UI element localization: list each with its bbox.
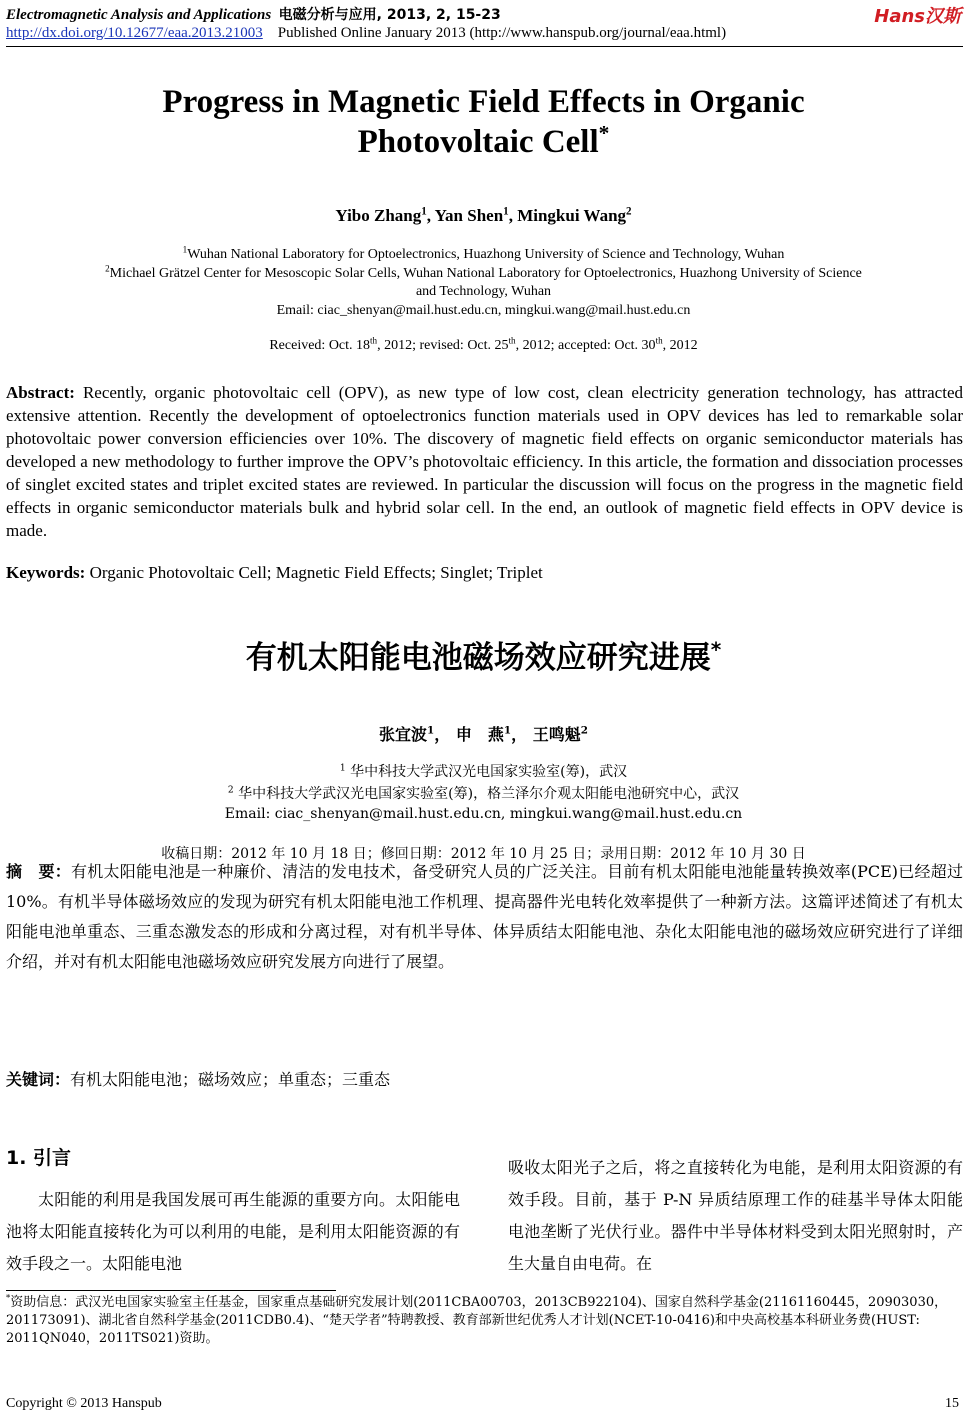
footnote-text: 资助信息：武汉光电国家实验室主任基金，国家重点基础研究发展计划(2011CBA00703，2013CB922104)、国家自然科学基金(21161160445，20903030，201173091)、湖北省自然科学基金(2011CDB0.4)、“楚天学者”特聘教授、教育部新世纪优秀人才计划(NCET-10-0416)和中央高校基本科研业务费(HUST: 2011QN040，2011TS021)资助。: [6, 1295, 948, 1346]
author-name-cn: 张宜波: [379, 725, 428, 744]
author-sup: 1: [427, 724, 435, 737]
author-list-cn: [0, 722, 967, 745]
ordinal-sup: th: [508, 335, 516, 346]
affil-text: Michael Grätzel Center for Mesoscopic Solar Cells, Wuhan National Laboratory for Optoelectronics, Huazhong University of Science: [109, 266, 862, 281]
author-name-cn: 申 燕: [455, 725, 504, 744]
abstract-cn-text: 有机太阳能电池是一种廉价、清洁的发电技术，备受研究人员的广泛关注。目前有机太阳能电池能量转换效率(PCE)已经超过 10%。有机半导体磁场效应的发现为研究有机太阳能电池工作机理、提高器件光电转化效率提供了一种新方法。这篇评述简述了有机太阳能电池单重态、三重态激发态的形成和分离过程，对有机半导体、体异质结太阳能电池、杂化太阳能电池的磁场效应研究进行了详细介绍，并对有机太阳能电池磁场效应研究发展方向进行了展望。: [6, 862, 963, 971]
title-line-2: Photovoltaic Cell: [357, 124, 599, 160]
abstract-cn-label: 摘 要：: [6, 862, 71, 881]
title-line-1: Progress in Magnetic Field Effects in Organic: [162, 84, 805, 120]
keywords-en: [6, 563, 543, 583]
received-text: Received: Oct. 18: [269, 338, 371, 353]
author-name: Yibo Zhang: [335, 206, 422, 225]
footnote-mark: *: [6, 1292, 11, 1303]
keywords-label: Keywords:: [6, 563, 86, 582]
title-cn-footnote-mark: *: [710, 637, 722, 662]
author-sup: 1: [503, 724, 512, 737]
author-list: [0, 206, 967, 226]
affil-text: 华中科技大学武汉光电国家实验室(筹)，武汉: [350, 764, 628, 780]
intro-right-column: 吸收太阳光子之后，将之直接转化为电能，是利用太阳资源的有效手段。目前，基于 P-N 异质结原理工作的硅基半导体太阳能电池垄断了光伏行业。器件中半导体材料受到太阳光照射时，产生大量自由电荷。在: [508, 1158, 963, 1273]
ordinal-sup: th: [370, 335, 378, 346]
affil-sup: 1: [339, 763, 346, 774]
page-number: 15: [945, 1396, 959, 1411]
journal-title: Electromagnetic Analysis and Applications: [6, 7, 272, 23]
affil-text: Wuhan National Laboratory for Optoelectronics, Huazhong University of Science and Technology, Wuhan: [187, 247, 785, 262]
header-rule: [6, 46, 963, 47]
affil-text-cont: and Technology, Wuhan: [415, 284, 552, 299]
author-email: Email: ciac_shenyan@mail.hust.edu.cn, mingkui.wang@mail.hust.edu.cn: [276, 303, 691, 318]
affiliation-cn-1: [0, 763, 967, 781]
author-name-cn: 王鸣魁: [532, 725, 581, 744]
affil-sup: 2: [105, 263, 110, 274]
copyright-notice: Copyright © 2013 Hanspub: [6, 1396, 162, 1411]
year-text: , 2012: [662, 338, 698, 353]
author-sep: ,: [426, 206, 435, 225]
hanspub-logo: Hans汉斯: [874, 6, 961, 27]
accepted-text: , 2012; accepted: Oct. 30: [515, 338, 656, 353]
keywords-cn: [6, 1067, 390, 1090]
abstract-cn: [6, 857, 963, 977]
ordinal-sup: th: [655, 335, 663, 346]
received-dates: [0, 335, 967, 354]
author-sup: 1: [503, 205, 509, 218]
author-name: Mingkui Wang: [517, 206, 627, 225]
author-sep: ，: [434, 725, 451, 744]
author-sup: 2: [580, 724, 588, 737]
affiliation-cn-2: [0, 785, 967, 803]
affil-text: 华中科技大学武汉光电国家实验室(筹)，格兰泽尔介观太阳能电池研究中心，武汉: [238, 786, 740, 802]
footnote-rule: [6, 1290, 336, 1291]
affil-sup: 2: [227, 785, 234, 796]
title-cn-text: 有机太阳能电池磁场效应研究进展: [245, 640, 711, 676]
author-sup: 1: [421, 205, 427, 218]
journal-citation-cn: 电磁分析与应用, 2013, 2, 15-23: [278, 7, 501, 23]
affiliation-1: [20, 246, 947, 264]
keywords-cn-text: 有机太阳能电池；磁场效应；单重态；三重态: [70, 1070, 391, 1089]
affiliation-2: [20, 265, 947, 301]
title-footnote-mark: *: [598, 121, 610, 145]
doi-link[interactable]: http://dx.doi.org/10.12677/eaa.2013.21003: [6, 25, 263, 41]
published-info: Published Online January 2013 (http://www.hanspub.org/journal/eaa.html): [277, 25, 727, 41]
paper-title: [0, 82, 967, 162]
affil-sup: 1: [182, 244, 188, 255]
section-heading-intro: 1. 引言: [6, 1147, 72, 1169]
keywords-text: Organic Photovoltaic Cell; Magnetic Field Effects; Singlet; Triplet: [85, 563, 543, 582]
paper-title-cn: [0, 632, 967, 677]
received-dates-cn: 收稿日期：2012 年 10 月 18 日；修回日期：2012 年 10 月 25 日；录用日期：2012 年 10 月 30 日: [161, 846, 806, 862]
funding-footnote: [6, 1294, 963, 1348]
intro-left-column: 太阳能的利用是我国发展可再生能源的重要方向。太阳能电池将太阳能直接转化为可以利用的电能，是利用太阳能资源的有效手段之一。太阳能电池: [6, 1190, 460, 1273]
author-sep: ,: [508, 206, 518, 225]
revised-text: , 2012; revised: Oct. 25: [377, 338, 509, 353]
abstract-text: Recently, organic photovoltaic cell (OPV), as new type of low cost, clean electricity generation technology, has attracted extensive attention. Recently the development of optoelectronics function materials used in OPV devices has led to remarkable solar photovoltaic power conversion efficiencies over 10%. The discovery of magnetic field effects on organic semiconductor materials has developed a new methodology to further improve the OPV’s photovoltaic efficiency. In this article, the formation and dissociation processes of singlet excited states and triplet excited states are reviewed. In particular the discussion will focus on the progress in the magnetic field effects in organic semiconductor materials bulk and hybrid solar cell. In the end, an outlook of magnetic field effects in OPV device is made.: [6, 383, 963, 540]
author-sup: 2: [626, 205, 632, 218]
author-email-cn: Email: ciac_shenyan@mail.hust.edu.cn, mingkui.wang@mail.hust.edu.cn: [224, 806, 743, 822]
doi-line: [6, 25, 726, 42]
keywords-cn-label: 关键词：: [6, 1070, 71, 1089]
author-name: Yan Shen: [434, 206, 504, 225]
author-sep: ，: [511, 725, 528, 744]
journal-header: [6, 4, 501, 24]
abstract-label: Abstract:: [6, 383, 75, 402]
abstract-en: [6, 381, 963, 542]
